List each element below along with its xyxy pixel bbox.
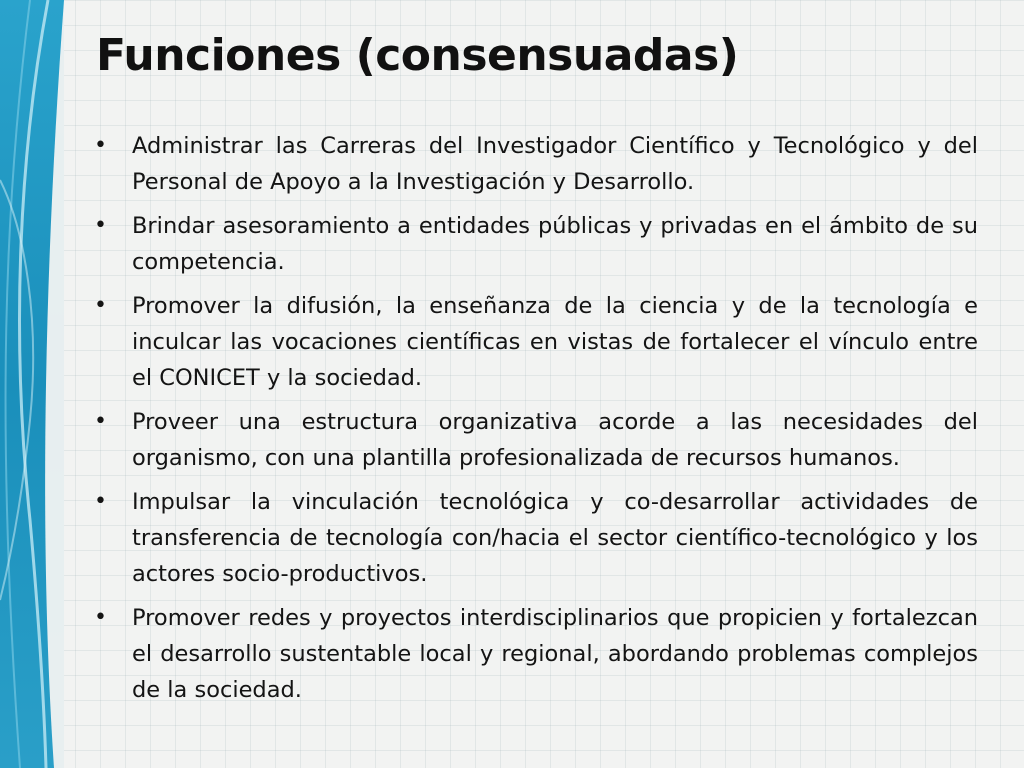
bullet-item xyxy=(92,288,978,396)
bullet-text: Impulsar la vinculación tecnológica y co-desarrollar actividades de transferencia de tecnología con/hacia el sector científico-tecnológico y los actores socio-productivos. xyxy=(132,489,978,587)
bullet-text: Brindar asesoramiento a entidades públicas y privadas en el ámbito de su competencia. xyxy=(132,213,978,275)
bullet-text: Proveer una estructura organizativa acorde a las necesidades del organismo, con una plantilla profesionalizada de recursos humanos. xyxy=(132,409,978,471)
bullet-icon: • xyxy=(94,213,107,238)
decorative-side-band xyxy=(0,0,64,768)
bullet-text: Administrar las Carreras del Investigador Científico y Tecnológico y del Personal de Apoyo a la Investigación y Desarrollo. xyxy=(132,133,978,195)
bullet-icon: • xyxy=(94,133,107,158)
bullet-list xyxy=(92,128,978,716)
bullet-item xyxy=(92,404,978,476)
side-band-graphic xyxy=(0,0,64,768)
slide-title: Funciones (consensuadas) xyxy=(96,30,739,81)
bullet-icon: • xyxy=(94,409,107,434)
bullet-icon: • xyxy=(94,489,107,514)
bullet-text: Promover redes y proyectos interdisciplinarios que propicien y fortalezcan el desarrollo sustentable local y regional, abordando problemas complejos de la sociedad. xyxy=(132,605,978,703)
bullet-item xyxy=(92,128,978,200)
bullet-text: Promover la difusión, la enseñanza de la ciencia y de la tecnología e inculcar las vocaciones científicas en vistas de fortalecer el vínculo entre el CONICET y la sociedad. xyxy=(132,293,978,391)
bullet-item xyxy=(92,208,978,280)
bullet-icon: • xyxy=(94,605,107,630)
bullet-icon: • xyxy=(94,293,107,318)
bullet-item xyxy=(92,484,978,592)
bullet-item xyxy=(92,600,978,708)
